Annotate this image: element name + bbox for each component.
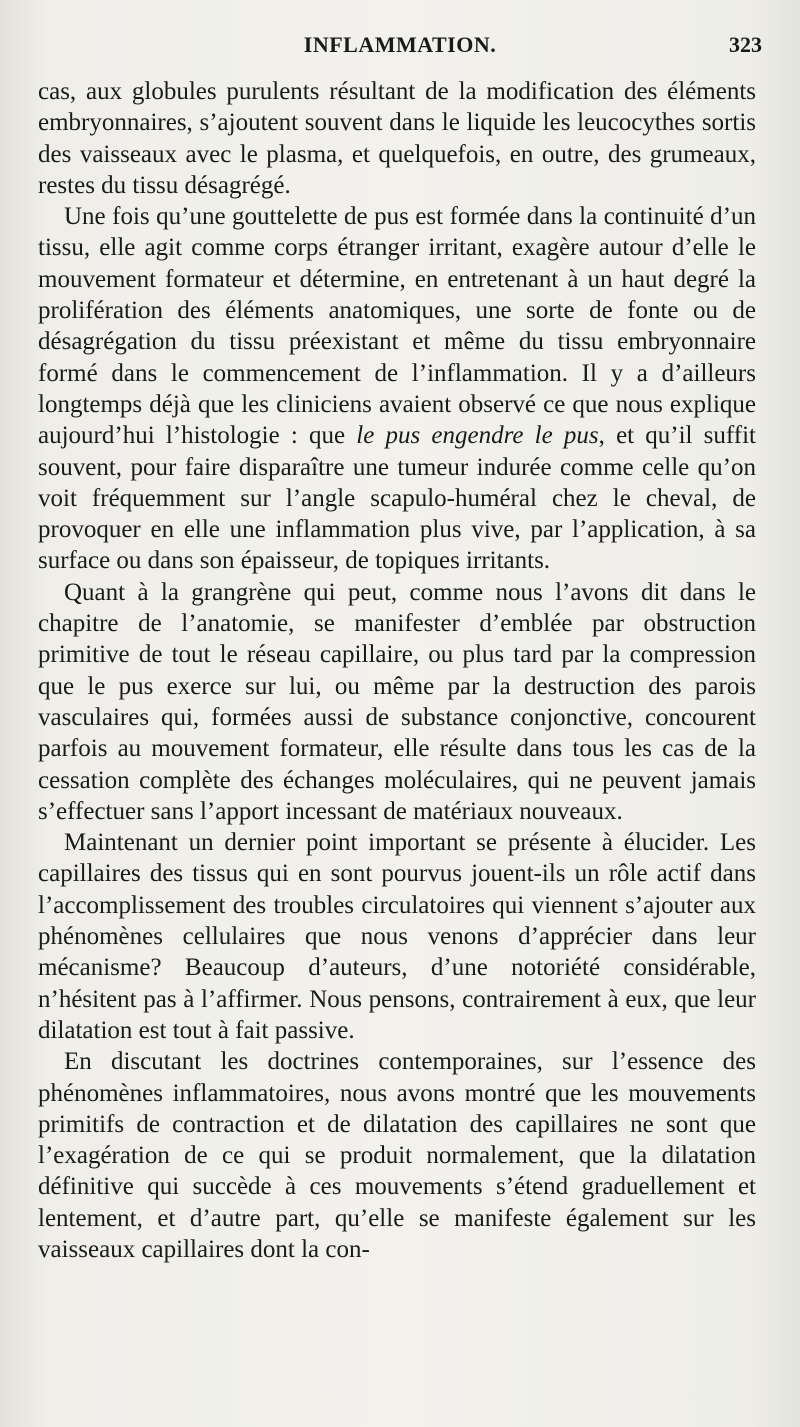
paragraph-5-text: En discutant les doctrines contemporaines, sur l’essence des phénomènes inflammatoires, nous avons montré que les mouvements primitifs de contraction et de dilatation des capillaires ne sont que l’exagération de ce qui se produit normalement, que la dilatation définitive qui succède à ces mouvements s’étend graduellement et lentement, et d’autre part, qu’elle se manifeste également sur les vaisseaux capillaires dont la con- bbox=[38, 1048, 756, 1263]
paragraph-5 bbox=[38, 1046, 756, 1265]
paragraph-1 bbox=[38, 76, 756, 201]
body-text bbox=[38, 76, 756, 1265]
paragraph-2-text-end: , et qu’il suffit souvent, pour faire disparaître une tumeur indurée comme celle qu’on voit fréquemment sur l’angle scapulo-huméral chez le cheval, de provoquer en elle une inflammation plus vive, par l’application, à sa surface ou dans son épaisseur, de topiques irritants. bbox=[38, 422, 757, 575]
page-number: 323 bbox=[729, 32, 762, 57]
paragraph-2 bbox=[38, 201, 756, 577]
paragraph-1-text: cas, aux globules purulents résultant de la modification des éléments embryonnaires, s’ajoutent souvent dans le liquide les leucocythes sortis des vaisseaux avec le plasma, et quelquefois, en outre, des grumeaux, restes du tissu désagrégé. bbox=[38, 78, 756, 199]
running-head bbox=[0, 30, 800, 64]
italic-phrase: le pus engendre le pus bbox=[356, 422, 599, 450]
paragraph-3 bbox=[38, 577, 756, 827]
running-title: INFLAMMATION. bbox=[303, 32, 497, 57]
paragraph-4-text: Maintenant un dernier point important se présente à élucider. Les capillaires des tissus qui en sont pourvus jouent-ils un rôle actif dans l’accomplissement des troubles circulatoires qui viennent s’ajouter aux phénomènes cellulaires que nous venons d’apprécier dans leur mécanisme? Beaucoup d’auteurs, d’une notoriété considérable, n’hésitent pas à l’affirmer. Nous pensons, contrairement à eux, que leur dilatation est tout à fait passive. bbox=[38, 829, 756, 1044]
paragraph-2-text-start: Une fois qu’une gouttelette de pus est formée dans la continuité d’un tissu, elle agit comme corps étranger irritant, exagère autour d’elle le mouvement formateur et détermine, en entretenant à un haut degré la prolifération des éléments anatomiques, une sorte de fonte ou de désagrégation du tissu préexistant et même du tissu embryonnaire formé dans le commencement de l’inflammation. Il y a d’ailleurs longtemps déjà que les cliniciens avaient observé ce que nous explique aujourd’hui l’histologie : que bbox=[38, 203, 756, 450]
paragraph-3-text: Quant à la grangrène qui peut, comme nous l’avons dit dans le chapitre de l’anatomie, se manifester d’emblée par obstruction primitive de tout le réseau capillaire, ou plus tard par la compression que le pus exerce sur lui, ou même par la destruction des parois vasculaires qui, formées aussi de substance conjonctive, concourent parfois au mouvement formateur, elle résulte dans tous les cas de la cessation complète des échanges moléculaires, qui ne peuvent jamais s’effectuer sans l’apport incessant de matériaux nouveaux. bbox=[38, 578, 756, 825]
paragraph-4 bbox=[38, 827, 756, 1046]
